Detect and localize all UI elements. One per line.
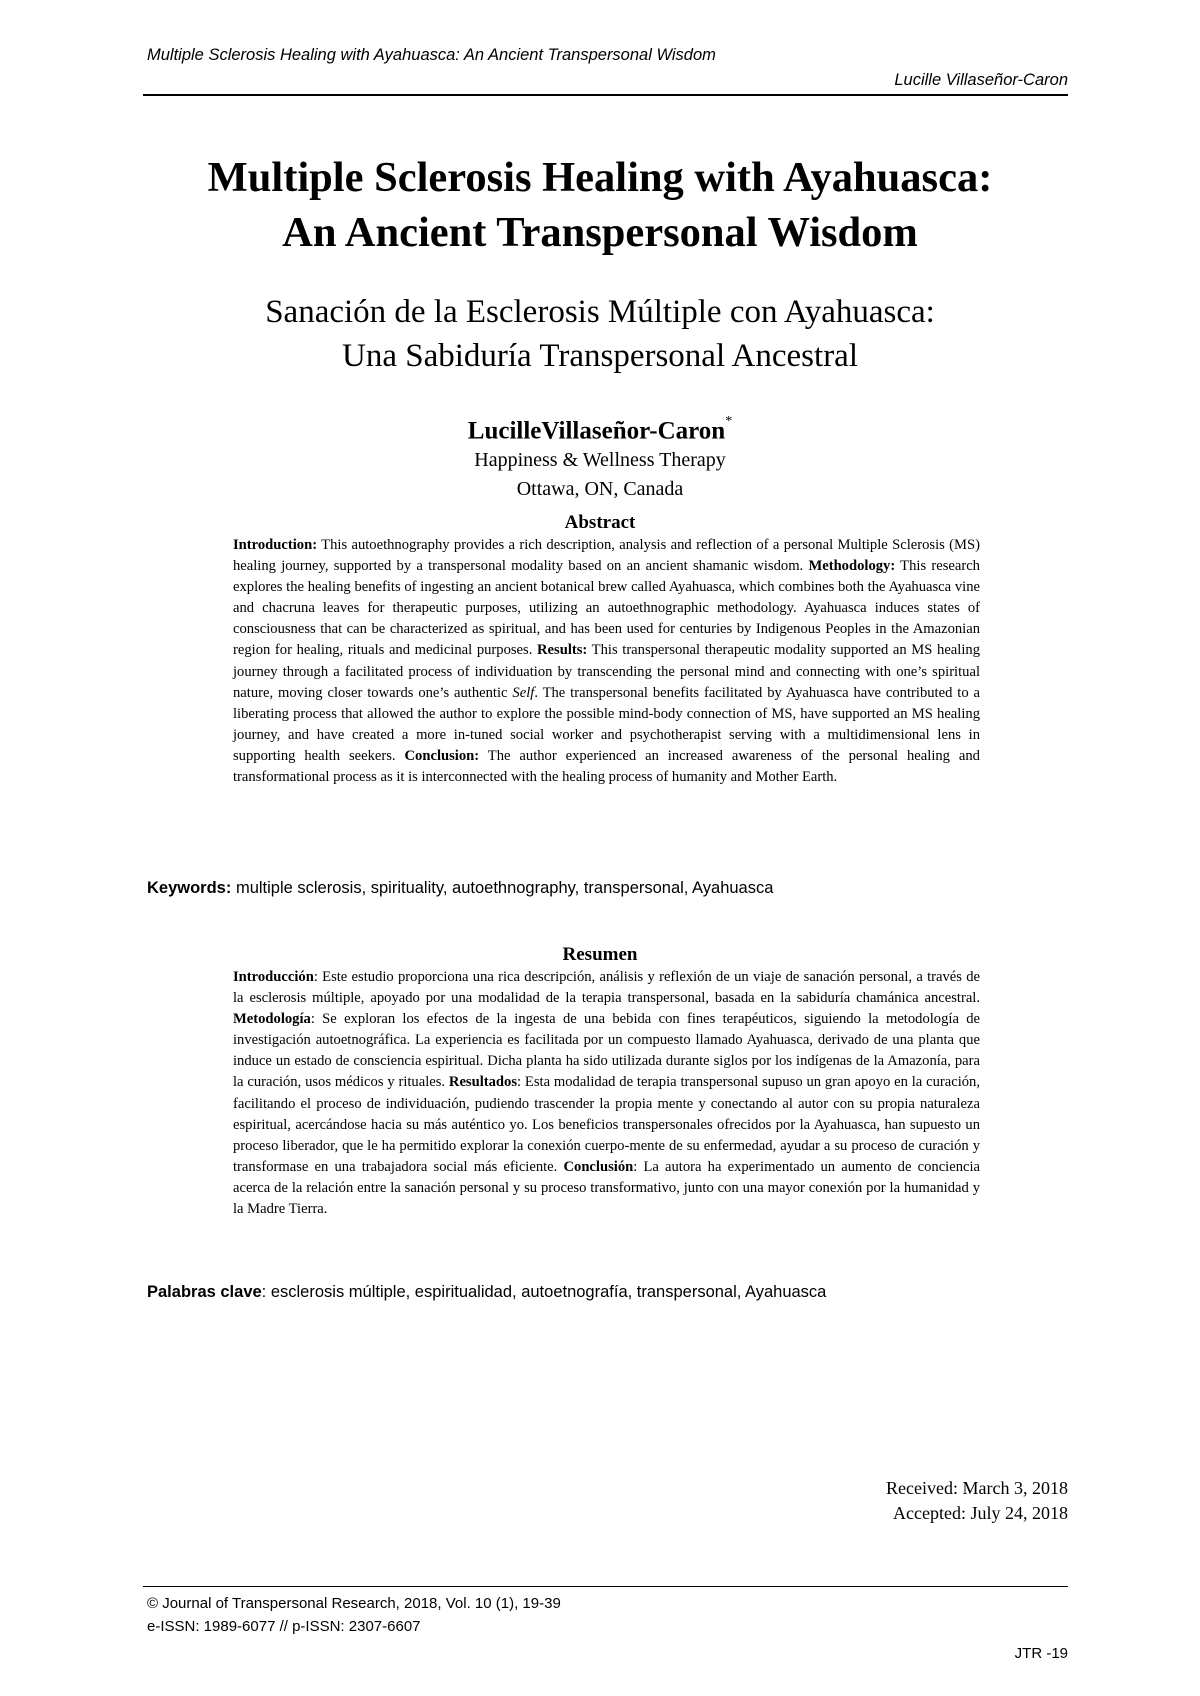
keywords-label: Keywords: xyxy=(147,879,232,897)
author-affiliation-block xyxy=(100,446,1100,504)
abstract-body xyxy=(233,535,980,788)
author-name-text: LucilleVillaseñor-Caron xyxy=(467,417,726,445)
keywords-line xyxy=(147,879,773,898)
resumen-body xyxy=(233,967,980,1220)
keywords-text: multiple sclerosis, spirituality, autoethnography, transpersonal, Ayahuasca xyxy=(231,879,774,897)
resumen-method-label: Metodología xyxy=(233,1011,311,1028)
footer-rule xyxy=(143,1586,1068,1587)
resumen-results-label: Resultados xyxy=(448,1074,518,1091)
running-header-title: Multiple Sclerosis Healing with Ayahuasca: An Ancient Transpersonal Wisdom xyxy=(147,46,716,64)
abstract-heading: Abstract xyxy=(564,512,636,533)
abstract-method-text: This research explores the healing benefits of ingesting an ancient botanical brew called Ayahuasca, which combines both the Ayahuasca vine and chacruna leaves for therapeutic purposes, utilizing an autoethnographic methodology. Ayahuasca induces states of consciousness that can be characterized as spiritual, and has been used for centuries by Indigenous Peoples in the Amazonian region for healing, rituals and medicinal purposes. xyxy=(233,558,980,659)
abstract-results-self: Self xyxy=(512,684,535,701)
author-location: Ottawa, ON, Canada xyxy=(516,478,684,500)
abstract-results-text-a: This transpersonal therapeutic modality supported an MS healing journey through a facilitated process of individuation by transcending the personal mind and connecting with one’s spiritual nature, moving closer towards one’s authentic xyxy=(233,642,980,701)
resumen-heading: Resumen xyxy=(562,944,638,965)
accepted-date: Accepted: July 24, 2018 xyxy=(893,1503,1068,1523)
palabras-clave-text: : esclerosis múltiple, espiritualidad, autoetnografía, transpersonal, Ayahuasca xyxy=(261,1283,827,1301)
footer-issn: e-ISSN: 1989-6077 // p-ISSN: 2307-6607 xyxy=(147,1618,421,1635)
abstract-intro-text: This autoethnography provides a rich description, analysis and reflection of a personal Multiple Sclerosis (MS) healing journey, supported by a transpersonal modality based on an ancient shamanic wisdom. xyxy=(233,537,980,575)
subtitle-line-2: Una Sabiduría Transpersonal Ancestral xyxy=(342,338,858,374)
abstract-intro-label: Introduction: xyxy=(233,537,318,553)
author-affiliation: Happiness & Wellness Therapy xyxy=(474,449,726,471)
author-name xyxy=(100,410,1100,447)
abstract-method-label: Methodology: xyxy=(808,558,896,575)
resumen-intro-label: Introducción xyxy=(233,969,314,985)
abstract-conclusion-label: Conclusion: xyxy=(404,747,480,764)
resumen-intro-text: : Este estudio proporciona una rica descripción, análisis y reflexión de un viaje de sanación personal, a través de la esclerosis múltiple, apoyado por una modalidad de la terapia transpersonal, basada en la sabiduría chamánica ancestral. xyxy=(233,969,980,1007)
received-date: Received: March 3, 2018 xyxy=(886,1478,1068,1498)
palabras-clave-line xyxy=(147,1283,826,1302)
palabras-clave-label: Palabras clave xyxy=(147,1283,262,1301)
resumen-results-text: : Esta modalidad de terapia transpersonal supuso un gran apoyo en la curación, facilitando el proceso de individuación, pudiendo trascender la propia mente y conectando al autor con su propia naturaleza espiritual, acercándose hacia su más auténtico yo. Los beneficios transpersonales ofrecidos por la Ayahuasca, han supuesto un proceso liberador, que le ha permitido explorar la conexión cuerpo-mente de su enfermedad, ayudar a su proceso de curación y transformase en una trabajadora social más eficiente. xyxy=(233,1074,981,1175)
subtitle-line-1: Sanación de la Esclerosis Múltiple con Ayahuasca: xyxy=(265,294,935,330)
abstract-conclusion-text: The author experienced an increased awareness of the personal healing and transformational process as it is interconnected with the healing process of humanity and Mother Earth. xyxy=(233,747,980,786)
dates-block xyxy=(886,1476,1068,1526)
paper-title xyxy=(100,150,1100,260)
page-number: JTR -19 xyxy=(1014,1645,1068,1662)
paper-subtitle xyxy=(100,290,1100,378)
author-footnote-mark: * xyxy=(725,414,733,429)
resumen-method-text: : Se exploran los efectos de la ingesta de una bebida con fines terapéuticos, siguiendo la metodología de investigación autoetnográfica. La experiencia es facilitada por un compuesto llamado Ayahuasca, derivado de una planta que induce un estado de consciencia espiritual. Dicha planta ha sido utilizada durante siglos por los indígenas de la Amazonía, para la curación, usos médicos y rituales. xyxy=(233,1011,980,1091)
running-header-author: Lucille Villaseñor-Caron xyxy=(894,71,1068,89)
abstract-results-label: Results: xyxy=(537,642,588,659)
resumen-conclusion-text: : La autora ha experimentado un aumento de conciencia acerca de la relación entre la sanación personal y su proceso transformativo, junto con una mayor conexión por la humanidad y la Madre Tierra. xyxy=(233,1158,981,1218)
title-line-1: Multiple Sclerosis Healing with Ayahuasca: xyxy=(207,154,993,201)
abstract-results-text-b: . The transpersonal benefits facilitated by Ayahuasca have contributed to a liberating process that allowed the author to explore the possible mind-body connection of MS, have supported an MS healing journey, and have created a more in-tuned social worker and psychotherapist serving with a multidimensional lens in supporting health seekers. xyxy=(233,684,980,764)
footer-citation: © Journal of Transpersonal Research, 2018, Vol. 10 (1), 19-39 xyxy=(147,1595,561,1612)
resumen-conclusion-label: Conclusión xyxy=(563,1158,634,1175)
header-rule xyxy=(143,94,1068,96)
footer-block xyxy=(147,1592,561,1638)
title-line-2: An Ancient Transpersonal Wisdom xyxy=(282,209,918,256)
